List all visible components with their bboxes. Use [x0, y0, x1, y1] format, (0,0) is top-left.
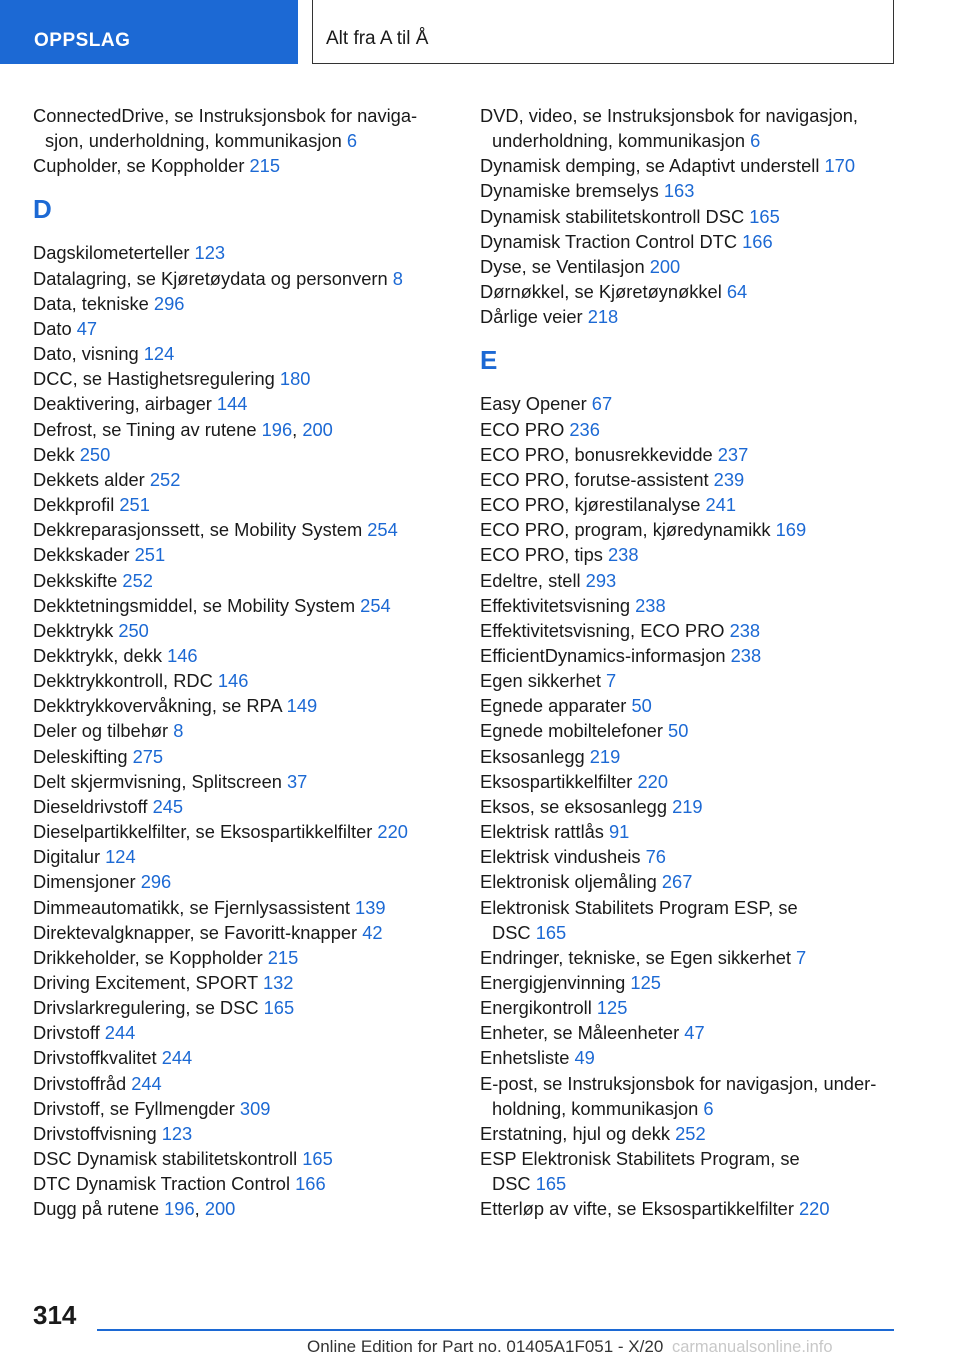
page-reference-link[interactable]: 293	[585, 569, 617, 591]
index-entry-text: Driving Excitement, SPORT	[33, 972, 263, 993]
index-entry-text: Dieselpartikkelfilter, se Eksospartikkelfilter	[33, 821, 378, 843]
page-reference-link[interactable]: 220	[799, 1198, 830, 1220]
index-entry	[33, 442, 443, 467]
index-entry-text: Etterløp av vifte, se Eksospartikkelfilter	[480, 1198, 800, 1220]
index-entry-text: Elektrisk rattlås	[480, 821, 610, 843]
index-entry	[33, 844, 443, 869]
index-entry	[33, 103, 443, 128]
page-reference-link[interactable]: 50	[668, 720, 689, 742]
page-reference-link[interactable]: 236	[569, 418, 600, 440]
index-entry-text: Dekkprofil	[33, 494, 120, 516]
page-reference-link[interactable]: 170	[824, 155, 855, 177]
index-entry-text: Eksosanlegg	[480, 745, 590, 767]
index-entry-text: Egen sikkerhet	[480, 670, 607, 692]
page-reference-link[interactable]: 241	[705, 494, 737, 516]
index-entry	[33, 291, 443, 316]
index-entry-text: DTC Dynamisk Traction Control	[33, 1173, 296, 1195]
page-reference-link[interactable]: 237	[717, 443, 749, 465]
page-reference-link[interactable]: 146	[217, 670, 249, 692]
page-reference-link[interactable]: 76	[645, 846, 666, 868]
index-entry-text: Dørnøkkel, se Kjøretøynøkkel	[480, 281, 727, 303]
index-entry	[33, 1045, 443, 1070]
index-entry	[33, 693, 443, 718]
index-entry-text: DSC	[492, 1173, 536, 1195]
index-entry	[480, 718, 920, 743]
index-entry-text: Dynamiske bremselys	[480, 180, 664, 202]
index-entry	[480, 178, 920, 203]
index-entry-text: Dynamisk demping, se Adaptivt understell	[480, 155, 825, 177]
index-entry	[33, 618, 443, 643]
index-entry	[33, 1121, 443, 1146]
index-entry: Dugg på rutene 196, 200	[33, 1198, 236, 1220]
index-entry-text: underholdning, kommunikasjon	[492, 130, 751, 152]
index-entry	[33, 1071, 443, 1096]
index-entry	[33, 1171, 443, 1196]
page-reference-link[interactable]: 165	[749, 205, 780, 227]
page-reference-link[interactable]: 124	[105, 846, 136, 868]
page-reference-link[interactable]: 124	[143, 343, 175, 365]
index-entry-text: Egnede mobiltelefoner	[480, 720, 669, 742]
index-entry-text: Dimensjoner	[33, 871, 141, 893]
page-reference-link[interactable]: 244	[161, 1047, 193, 1069]
index-entry	[480, 391, 920, 416]
page-reference-link[interactable]: 238	[608, 544, 639, 566]
index-entry-text: Dekkreparasjonssett, se Mobility System	[33, 519, 368, 541]
index-entry-text: ESP Elektronisk Stabilitets Program, se	[480, 1148, 800, 1170]
index-entry	[33, 153, 443, 178]
page-reference-link[interactable]: 166	[295, 1173, 326, 1195]
index-entry-text: Deaktivering, airbager	[33, 393, 217, 415]
index-entry	[33, 769, 443, 794]
index-entry	[33, 1096, 443, 1121]
index-entry-text: E-post, se Instruksjonsbok for navigasjon, under-	[480, 1072, 877, 1094]
index-entry	[480, 1121, 920, 1146]
index-entry-text: Defrost, se Tining av rutene	[33, 418, 262, 440]
index-entry	[480, 945, 920, 970]
index-entry-text: Dieseldrivstoff	[33, 795, 153, 817]
index-entry	[480, 304, 920, 329]
page-reference-link[interactable]: 215	[249, 155, 280, 177]
index-entry-text: Effektivitetsvisning, ECO PRO	[480, 619, 730, 641]
index-entry: Defrost, se Tining av rutene 196, 200	[33, 418, 333, 440]
index-entry	[480, 844, 920, 869]
page-reference-link[interactable]: 6	[750, 130, 761, 152]
page-reference-link[interactable]: 50	[631, 695, 652, 717]
index-entry-text: DCC, se Hastighetsregulering	[33, 368, 280, 390]
page-reference-link[interactable]: 47	[684, 1022, 705, 1044]
page-reference-link[interactable]: 296	[153, 292, 185, 314]
index-entry-text: ECO PRO, tips	[480, 544, 608, 566]
page-reference-link[interactable]: 254	[360, 594, 391, 616]
page-reference-link[interactable]: 37	[287, 770, 308, 792]
index-entry	[33, 568, 443, 593]
index-entry	[33, 266, 443, 291]
page-reference-link[interactable]: 245	[152, 795, 184, 817]
index-entry	[480, 1020, 920, 1045]
page-reference-link[interactable]: 219	[672, 795, 703, 817]
index-entry-text: ECO PRO, forutse-assistent	[480, 468, 714, 490]
index-entry	[480, 1171, 920, 1196]
index-entry	[480, 744, 920, 769]
index-entry-text: Dekktrykk, dekk	[33, 644, 168, 666]
page-reference-link[interactable]: 165	[535, 1173, 567, 1195]
index-entry	[480, 128, 920, 153]
index-entry	[480, 153, 920, 178]
page-reference-link[interactable]: 139	[355, 896, 386, 918]
index-entry	[480, 1196, 920, 1221]
index-entry-text: Drivslarkregulering, se DSC	[33, 997, 264, 1019]
index-entry	[480, 542, 920, 567]
page-reference-link[interactable]: 252	[675, 1122, 706, 1144]
page-reference-link[interactable]: 8	[173, 720, 184, 742]
index-entry-text: ECO PRO, kjørestilanalyse	[480, 494, 706, 516]
page-reference-link[interactable]: 309	[239, 1097, 271, 1119]
index-entry-text: holdning, kommunikasjon	[492, 1097, 704, 1119]
index-entry-text: Data, tekniske	[33, 292, 154, 314]
index-entry	[480, 693, 920, 718]
index-entry-text: Dekkskifte	[33, 569, 123, 591]
index-entry-text: Dekktrykkontroll, RDC	[33, 670, 218, 692]
index-letter-heading: D	[33, 194, 52, 225]
index-entry-text: Eksos, se eksosanlegg	[480, 795, 673, 817]
index-entry-text: Eksospartikkelfilter	[480, 770, 638, 792]
index-entry-text: Digitalur	[33, 846, 106, 868]
page-reference-link[interactable]: 146	[167, 644, 198, 666]
index-entry	[480, 643, 920, 668]
index-entry	[480, 794, 920, 819]
index-entry	[33, 869, 443, 894]
index-entry-text: Energigjenvinning	[480, 972, 631, 993]
page-reference-link[interactable]: 8	[392, 267, 403, 289]
page-reference-link[interactable]: 220	[637, 770, 668, 792]
section-tab	[0, 0, 298, 64]
index-entry	[33, 970, 443, 995]
index-entry	[33, 391, 443, 416]
index-column-right	[480, 103, 920, 1222]
index-entry	[33, 467, 443, 492]
page-reference-link[interactable]: 251	[119, 494, 150, 516]
index-entry	[480, 204, 920, 229]
page-reference-link[interactable]: 296	[140, 871, 172, 893]
index-entry	[480, 279, 920, 304]
index-entry	[33, 643, 443, 668]
index-entry-text: DSC	[492, 921, 536, 943]
index-entry	[33, 593, 443, 618]
page-reference-link[interactable]: 219	[589, 745, 621, 767]
index-entry	[480, 618, 920, 643]
index-entry-text: sjon, underholdning, kommunikasjon	[45, 130, 347, 152]
page-reference-link[interactable]: 7	[606, 670, 617, 692]
footer-edition: Online Edition for Part no. 01405A1F051 - X/20	[307, 1337, 664, 1356]
page-reference-link[interactable]: 169	[775, 519, 807, 541]
index-entry-text: Dekktrykkovervåkning, se RPA	[33, 695, 287, 717]
index-entry	[480, 819, 920, 844]
index-entry-text: Dynamisk stabilitetskontroll DSC	[480, 205, 750, 227]
watermark: carmanualsonline.info	[672, 1338, 833, 1356]
index-entry	[480, 1071, 920, 1096]
page-reference-link[interactable]: 238	[730, 644, 762, 666]
page-reference-link[interactable]: 196	[164, 1198, 195, 1220]
index-entry	[33, 794, 443, 819]
page-reference-link[interactable]: 250	[118, 619, 149, 641]
page-reference-link[interactable]: 244	[104, 1022, 136, 1044]
index-entry	[480, 442, 920, 467]
index-entry-text: Dimmeautomatikk, se Fjernlysassistent	[33, 896, 356, 918]
index-entry	[33, 1020, 443, 1045]
index-entry-text: Cupholder, se Koppholder	[33, 155, 250, 177]
index-entry	[480, 229, 920, 254]
page-reference-link[interactable]: 125	[596, 997, 628, 1019]
page-reference-link[interactable]: 91	[609, 821, 630, 843]
index-entry	[480, 1045, 920, 1070]
index-entry-text: ECO PRO, program, kjøredynamikk	[480, 519, 776, 541]
index-entry-text: ConnectedDrive, se Instruksjonsbok for naviga-	[33, 105, 418, 126]
page-reference-link[interactable]: 47	[76, 317, 98, 339]
page-number: 314	[33, 1300, 77, 1330]
index-entry-text: Erstatning, hjul og dekk	[480, 1122, 676, 1144]
index-entry	[480, 593, 920, 618]
index-entry-text: Dekk	[33, 443, 80, 465]
index-entry-text: Deleskifting	[33, 745, 133, 767]
index-entry-text: ECO PRO	[480, 418, 570, 440]
page-reference-link[interactable]: 254	[367, 519, 398, 541]
index-entry	[480, 895, 920, 920]
index-entry-text: Drivstoff, se Fyllmengder	[33, 1097, 240, 1119]
page-reference-link[interactable]: 200	[204, 1198, 236, 1220]
index-entry	[480, 1146, 920, 1171]
page-reference-link[interactable]: 7	[796, 946, 807, 968]
page-reference-link[interactable]: 149	[286, 695, 318, 717]
index-entry-text: Elektronisk oljemåling	[480, 871, 662, 893]
page-reference-link[interactable]: 166	[742, 230, 773, 252]
index-entry-text: Effektivitetsvisning	[480, 594, 636, 616]
chapter-tab	[312, 0, 894, 64]
index-entry	[480, 970, 920, 995]
page-reference-link[interactable]: 64	[726, 281, 748, 303]
index-entry	[33, 995, 443, 1020]
index-entry-text: Dårlige veier	[480, 306, 588, 328]
index-entry	[33, 517, 443, 542]
index-entry	[33, 920, 443, 945]
index-entry	[33, 240, 443, 265]
index-column-left	[33, 103, 443, 1222]
page-reference-link[interactable]: 250	[79, 443, 111, 465]
index-entry	[480, 467, 920, 492]
index-entry-text: Dugg på rutene	[33, 1198, 165, 1220]
index-entry-text: Dynamisk Traction Control DTC	[480, 230, 743, 252]
page-reference-link[interactable]: 144	[216, 393, 248, 415]
index-entry-text: Enhetsliste	[480, 1047, 575, 1069]
page-reference-link[interactable]: 238	[635, 594, 666, 616]
index-entry-text: Dagskilometerteller	[33, 242, 195, 264]
index-entry-text: Endringer, tekniske, se Egen sikkerhet	[480, 946, 797, 968]
index-entry	[33, 819, 443, 844]
page-reference-link[interactable]: 267	[661, 871, 693, 893]
page-reference-link[interactable]: 244	[131, 1072, 162, 1094]
index-entry-text: Drivstoffvisning	[33, 1122, 162, 1144]
index-entry-text: ECO PRO, bonusrekkevidde	[480, 443, 718, 465]
index-entry	[33, 542, 443, 567]
page-reference-link[interactable]: 252	[122, 569, 153, 591]
index-entry	[33, 1146, 443, 1171]
page-reference-link[interactable]: 165	[263, 997, 295, 1019]
page-reference-link[interactable]: 125	[630, 972, 661, 993]
index-entry-text: Delt skjermvisning, Splitscreen	[33, 770, 287, 792]
chapter-title: Alt fra A til Å	[326, 28, 429, 49]
index-entry-text: Direktevalgknapper, se Favoritt-knapper	[33, 921, 363, 943]
index-entry-text: Dato	[33, 317, 77, 339]
page-reference-link[interactable]: 251	[134, 544, 166, 566]
index-entry	[480, 517, 920, 542]
index-entry-text: Drivstoff	[33, 1022, 105, 1044]
page-reference-link[interactable]: 165	[302, 1148, 333, 1170]
index-entry	[480, 1096, 920, 1121]
page-reference-link[interactable]: 238	[729, 619, 761, 641]
index-entry-text: Dekkskader	[33, 544, 135, 566]
page-reference-link[interactable]: 215	[267, 946, 299, 968]
page-reference-link[interactable]: 275	[132, 745, 164, 767]
page-reference-link[interactable]: 165	[535, 921, 567, 943]
page-reference-link[interactable]: 200	[649, 255, 681, 277]
index-entry	[33, 316, 443, 341]
page-reference-link[interactable]: 163	[663, 180, 695, 202]
index-entry	[480, 668, 920, 693]
index-entry-text: Easy Opener	[480, 393, 592, 415]
index-entry	[33, 744, 443, 769]
index-entry-text: Edeltre, stell	[480, 569, 586, 591]
index-entry-text: Egnede apparater	[480, 695, 632, 717]
page-reference-link[interactable]: 42	[362, 921, 383, 943]
page-reference-link[interactable]: 123	[194, 242, 226, 264]
index-entry-text: DSC Dynamisk stabilitetskontroll	[33, 1148, 303, 1170]
index-entry-text: Datalagring, se Kjøretøydata og personvern	[33, 267, 393, 289]
index-entry	[33, 895, 443, 920]
index-entry-text: Deler og tilbehør	[33, 720, 174, 742]
page-reference-link[interactable]: 6	[346, 130, 357, 152]
index-entry	[33, 945, 443, 970]
index-entry	[480, 920, 920, 945]
index-entry-text: Elektrisk vindusheis	[480, 846, 646, 868]
page-reference-link[interactable]: 200	[302, 418, 333, 440]
page-reference-link[interactable]: 218	[587, 306, 619, 328]
index-entry	[480, 103, 920, 128]
page-reference-link[interactable]: 196	[261, 418, 293, 440]
index-entry	[33, 718, 443, 743]
index-entry-text: Dekktetningsmiddel, se Mobility System	[33, 594, 361, 616]
page-reference-link[interactable]: 180	[279, 368, 311, 390]
index-entry-text: Dekkets alder	[33, 468, 150, 490]
index-entry	[480, 869, 920, 894]
page-reference-link[interactable]: 252	[149, 468, 181, 490]
page-reference-link[interactable]: 49	[574, 1047, 595, 1069]
index-entry-text: DVD, video, se Instruksjonsbok for navigasjon,	[480, 105, 858, 126]
index-entry	[33, 366, 443, 391]
index-entry	[33, 341, 443, 366]
page-reference-link[interactable]: 220	[377, 821, 408, 843]
index-entry-text: Drikkeholder, se Koppholder	[33, 946, 268, 968]
index-entry-text: Dato, visning	[33, 343, 144, 365]
page-reference-link[interactable]: 67	[591, 393, 613, 415]
index-entry	[480, 568, 920, 593]
page-reference-link[interactable]: 6	[703, 1097, 714, 1119]
index-letter-heading: E	[480, 345, 498, 376]
index-entry	[480, 254, 920, 279]
index-entry-text: Drivstoffkvalitet	[33, 1047, 162, 1069]
index-entry-text: Enheter, se Måleenheter	[480, 1022, 685, 1044]
index-entry	[480, 492, 920, 517]
index-entry	[33, 668, 443, 693]
index-entry-text: Dyse, se Ventilasjon	[480, 255, 650, 277]
index-entry-text: EfficientDynamics-informasjon	[480, 644, 731, 666]
page-reference-link[interactable]: 132	[262, 972, 294, 993]
page-reference-link[interactable]: 123	[161, 1122, 193, 1144]
index-entry-text: Elektronisk Stabilitets Program ESP, se	[480, 896, 798, 918]
index-entry	[33, 128, 443, 153]
index-entry	[33, 492, 443, 517]
index-entry	[480, 769, 920, 794]
section-tab-label: OPPSLAG	[34, 30, 131, 51]
page-reference-link[interactable]: 239	[713, 468, 745, 490]
index-entry-text: Dekktrykk	[33, 619, 119, 641]
index-entry-text: Energikontroll	[480, 997, 597, 1019]
footer-rule	[97, 1329, 894, 1331]
index-entry	[480, 995, 920, 1020]
index-entry-text: Drivstoffråd	[33, 1072, 132, 1094]
index-entry	[480, 417, 920, 442]
